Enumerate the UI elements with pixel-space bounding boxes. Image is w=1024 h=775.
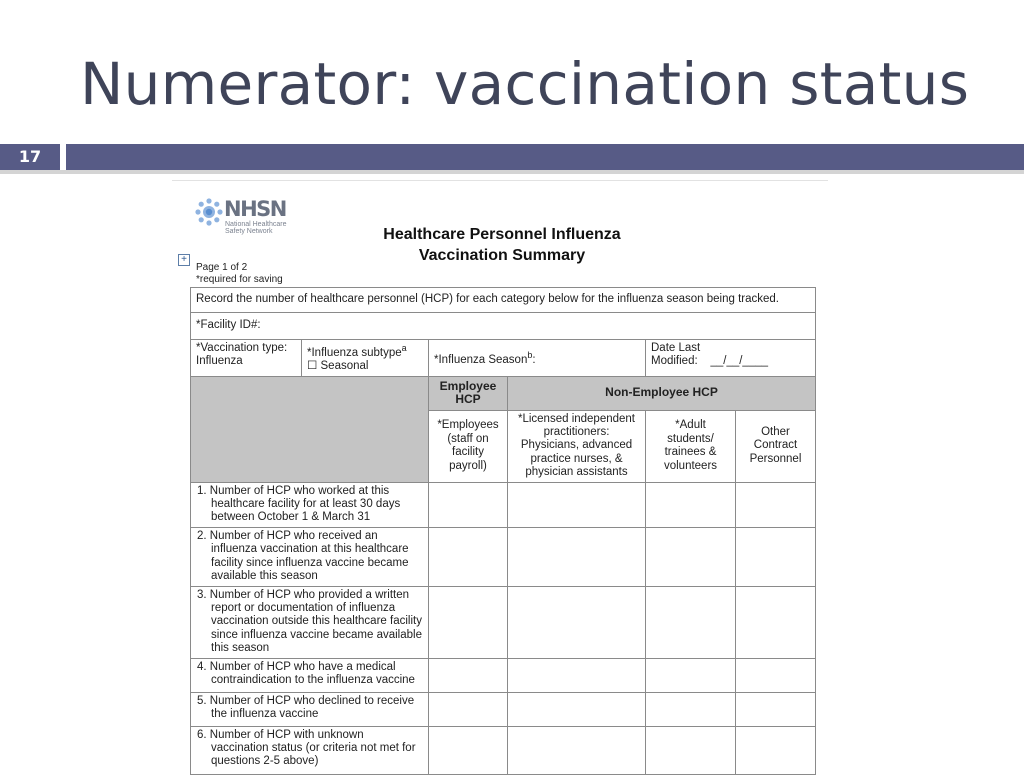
- data-cell[interactable]: [508, 482, 646, 527]
- influenza-season-label: *Influenza Season: [434, 353, 528, 366]
- data-cell[interactable]: [429, 586, 508, 658]
- data-cell[interactable]: [508, 586, 646, 658]
- data-cell[interactable]: [736, 586, 816, 658]
- logo-wordmark: NHSN: [224, 197, 286, 221]
- row-label: 1. Number of HCP who worked at this healthcare facility for at least 30 days between October 1 & March 31: [191, 482, 429, 527]
- required-note: *required for saving: [196, 274, 283, 285]
- data-cell[interactable]: [429, 482, 508, 527]
- vaccination-type-cell: [191, 340, 302, 377]
- row-label: 6. Number of HCP with unknown vaccination status (or criteria not met for questions 2-5 above): [191, 726, 429, 774]
- page-info: [196, 262, 283, 286]
- seasonal-checkbox[interactable]: ☐ Seasonal: [307, 360, 369, 373]
- data-cell[interactable]: [736, 482, 816, 527]
- form-screenshot: [172, 180, 828, 768]
- data-cell[interactable]: [646, 726, 736, 774]
- data-cell[interactable]: [508, 726, 646, 774]
- column-header-adult-students: *Adult students/ trainees & volunteers: [646, 410, 736, 482]
- data-cell[interactable]: [646, 658, 736, 692]
- table-row: [191, 692, 816, 726]
- data-cell[interactable]: [429, 692, 508, 726]
- influenza-subtype-cell[interactable]: [302, 340, 429, 377]
- vaccination-type-label: *Vaccination type:: [196, 342, 288, 354]
- date-modified-cell[interactable]: [646, 340, 816, 377]
- data-cell[interactable]: [508, 658, 646, 692]
- table-row: [191, 658, 816, 692]
- form-title-line-1: Healthcare Personnel Influenza: [383, 226, 621, 243]
- data-cell[interactable]: [646, 482, 736, 527]
- column-header-licensed-practitioners: *Licensed independent practitioners: Physicians, advanced practice nurses, & physician assistants: [508, 410, 646, 482]
- data-cell[interactable]: [508, 692, 646, 726]
- nhsn-logo: [194, 195, 294, 235]
- form-title: [352, 224, 652, 266]
- row-label: 2. Number of HCP who received an influenza vaccination at this healthcare facility since influenza vaccine became available this season: [191, 527, 429, 586]
- slide-title: Numerator: vaccination status: [80, 50, 970, 118]
- table-row: [191, 482, 816, 527]
- column-header-other-contract: Other Contract Personnel: [736, 410, 816, 482]
- date-blank[interactable]: __/__/____: [710, 355, 769, 368]
- data-cell[interactable]: [508, 527, 646, 586]
- row-label: 4. Number of HCP who have a medical contraindication to the influenza vaccine: [191, 658, 429, 692]
- season-footnote-mark: b: [527, 349, 533, 360]
- logo-subtitle: National Healthcare Safety Network: [225, 221, 287, 235]
- data-cell[interactable]: [429, 726, 508, 774]
- date-label-line-1: Date Last: [651, 342, 701, 354]
- document-border: [172, 180, 828, 181]
- column-header-employees: *Employees (staff on facility payroll): [429, 410, 508, 482]
- data-cell[interactable]: [736, 726, 816, 774]
- data-cell[interactable]: [429, 658, 508, 692]
- employee-hcp-header: Employee HCP: [429, 376, 508, 410]
- header-blank-cell: [191, 376, 429, 482]
- data-cell[interactable]: [429, 527, 508, 586]
- table-row: [191, 726, 816, 774]
- influenza-subtype-label: *Influenza subtype$^a$: [307, 343, 407, 359]
- data-cell[interactable]: [646, 586, 736, 658]
- influenza-season-cell[interactable]: [429, 340, 646, 377]
- slide-number: 17: [0, 144, 60, 170]
- page-label: Page 1 of 2: [196, 262, 248, 273]
- data-cell[interactable]: [646, 692, 736, 726]
- vaccination-summary-table: [190, 287, 816, 775]
- vaccination-type-value: Influenza: [196, 355, 243, 368]
- title-bar-shadow: [0, 170, 1024, 174]
- form-title-line-2: Vaccination Summary: [418, 247, 586, 264]
- non-employee-hcp-header: Non-Employee HCP: [508, 376, 816, 410]
- data-cell[interactable]: [736, 692, 816, 726]
- row-label: 3. Number of HCP who provided a written report or documentation of influenza vaccination outside this healthcare facility since influenza vaccine became available this season: [191, 586, 429, 658]
- facility-id-label[interactable]: *Facility ID#:: [191, 313, 816, 340]
- table-row: [191, 586, 816, 658]
- instruction-text: Record the number of healthcare personnel (HCP) for each category below for the influenza season being tracked.: [191, 288, 816, 313]
- data-cell[interactable]: [736, 527, 816, 586]
- title-bar: [66, 144, 1024, 170]
- data-cell[interactable]: [646, 527, 736, 586]
- season-colon: :: [532, 353, 536, 366]
- nhsn-sunburst-icon: [194, 197, 224, 227]
- date-label-line-2: Modified: __/__/____: [651, 355, 769, 368]
- data-cell[interactable]: [736, 658, 816, 692]
- subtype-footnote-mark: a: [401, 343, 407, 353]
- row-label: 5. Number of HCP who declined to receive the influenza vaccine: [191, 692, 429, 726]
- expand-icon[interactable]: +: [178, 254, 190, 266]
- table-row: [191, 527, 816, 586]
